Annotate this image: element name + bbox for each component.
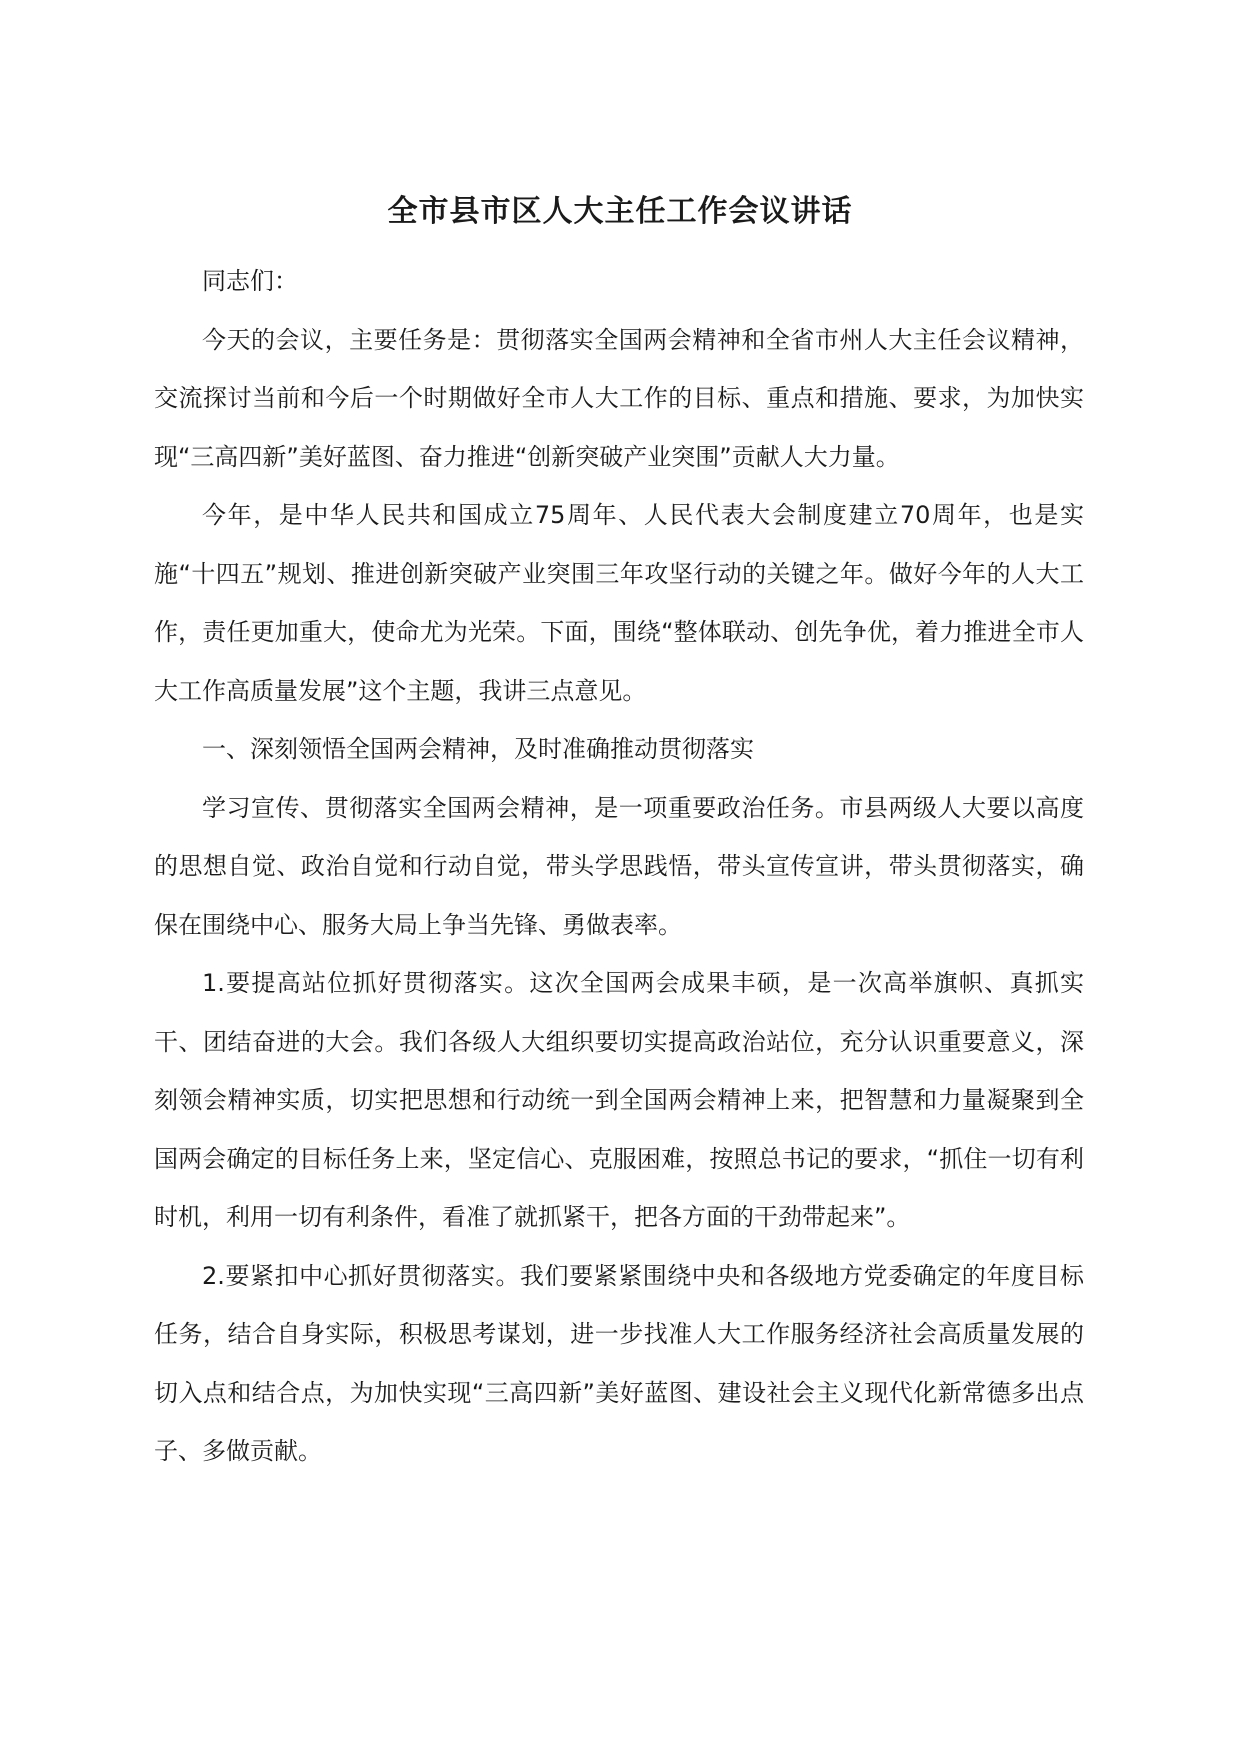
paragraph-meeting-tasks: 今天的会议，主要任务是：贯彻落实全国两会精神和全省市州人大主任会议精神，交流探讨当前和今后一个时期做好全市人大工作的目标、重点和措施、要求，为加快实现“三高四新”美好蓝图、奋力推进“创新突破产业突围”贡献人大力量。 bbox=[154, 325, 1084, 471]
salutation: 同志们： bbox=[202, 267, 298, 295]
document-body bbox=[154, 252, 1084, 1481]
paragraph-study-propaganda: 学习宣传、贯彻落实全国两会精神，是一项重要政治任务。市县两级人大要以高度的思想自觉、政治自觉和行动自觉，带头学思践悟，带头宣传宣讲，带头贯彻落实，确保在围绕中心、服务大局上争当先锋、勇做表率。 bbox=[154, 793, 1084, 939]
document-title: 全市县市区人大主任工作会议讲话 bbox=[387, 194, 853, 229]
paragraph-year-significance: 今年，是中华人民共和国成立75周年、人民代表大会制度建立70周年，也是实施“十四五”规划、推进创新突破产业突围三年攻坚行动的关键之年。做好今年的人大工作，责任更加重大，使命尤为光荣。下面，围绕“整体联动、创先争优，着力推进全市人大工作高质量发展”这个主题，我讲三点意见。 bbox=[154, 501, 1084, 705]
section-heading-1: 一、深刻领悟全国两会精神，及时准确推动贯彻落实 bbox=[202, 735, 754, 763]
paragraph-point-1: 1.要提高站位抓好贯彻落实。这次全国两会成果丰硕，是一次高举旗帜、真抓实干、团结奋进的大会。我们各级人大组织要切实提高政治站位，充分认识重要意义，深刻领会精神实质，切实把思想和行动统一到全国两会精神上来，把智慧和力量凝聚到全国两会确定的目标任务上来，坚定信心、克服困难，按照总书记的要求，“抓住一切有利时机，利用一切有利条件，看准了就抓紧干，把各方面的干劲带起来”。 bbox=[154, 969, 1084, 1231]
paragraph-point-2: 2.要紧扣中心抓好贯彻落实。我们要紧紧围绕中央和各级地方党委确定的年度目标任务，结合自身实际，积极思考谋划，进一步找准人大工作服务经济社会高质量发展的切入点和结合点，为加快实现“三高四新”美好蓝图、建设社会主义现代化新常德多出点子、多做贡献。 bbox=[154, 1261, 1084, 1465]
